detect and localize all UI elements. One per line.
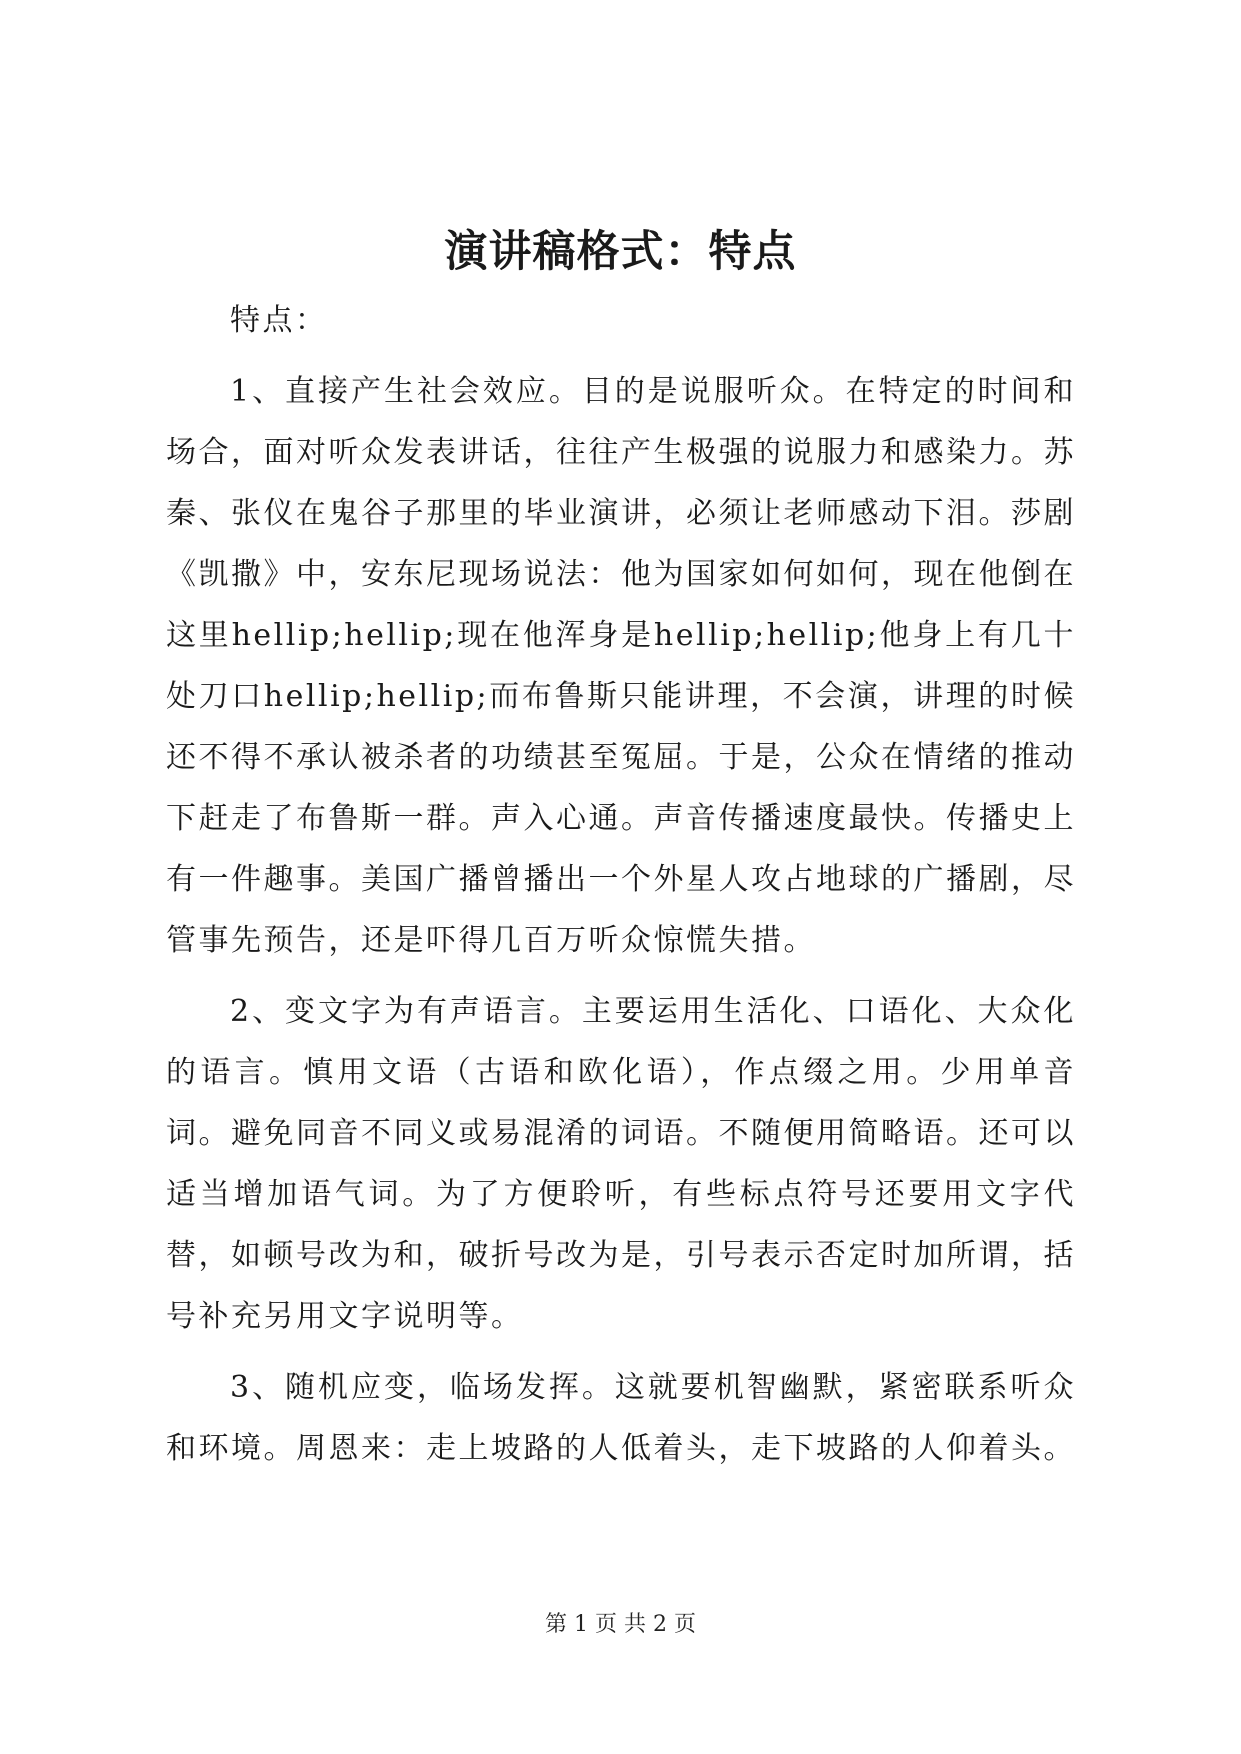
- paragraph-point-1: 1、直接产生社会效应。目的是说服听众。在特定的时间和场合，面对听众发表讲话，往往产生极强的说服力和感染力。苏秦、张仪在鬼谷子那里的毕业演讲，必须让老师感动下泪。莎剧《凯撒》中，安东尼现场说法：他为国家如何如何，现在他倒在这里hellip;hellip;现在他浑身是hellip;hellip;他身上有几十处刀口hellip;hellip;而布鲁斯只能讲理，不会演，讲理的时候还不得不承认被杀者的功绩甚至冤屈。于是，公众在情绪的推动下赶走了布鲁斯一群。声入心通。声音传播速度最快。传播史上有一件趣事。美国广播曾播出一个外星人攻占地球的广播剧，尽管事先预告，还是吓得几百万听众惊慌失措。: [166, 374, 1076, 958]
- paragraph-point-2: 2、变文字为有声语言。主要运用生活化、口语化、大众化的语言。慎用文语（古语和欧化语），作点缀之用。少用单音词。避免同音不同义或易混淆的词语。不随便用简略语。还可以适当增加语气词。为了方便聆听，有些标点符号还要用文字代替，如顿号改为和，破折号改为是，引号表示否定时加所谓，括号补充另用文字说明等。: [166, 994, 1076, 1334]
- document-body: [166, 290, 1076, 1489]
- page-number-footer: 第 1 页 共 2 页: [545, 1612, 696, 1637]
- document-title: 演讲稿格式：特点: [444, 227, 797, 277]
- paragraph-heading: 特点：: [230, 303, 328, 338]
- paragraph-point-3: 3、随机应变，临场发挥。这就要机智幽默，紧密联系听众和环境。周恩来：走上坡路的人低着头，走下坡路的人仰着头。: [166, 1370, 1076, 1466]
